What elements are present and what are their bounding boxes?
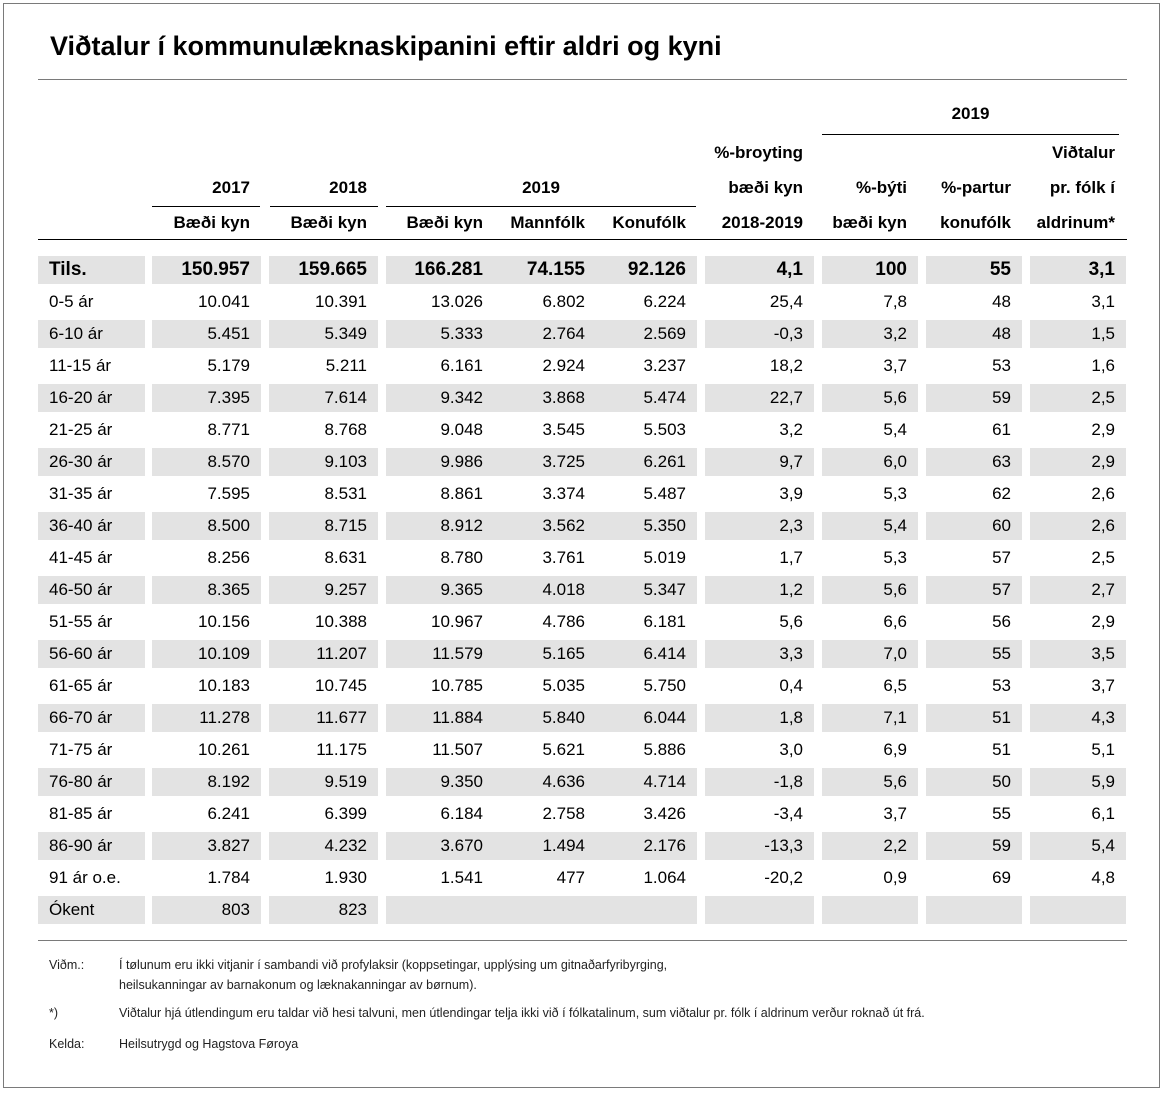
value-2019-both-cell: 9.986 bbox=[386, 448, 494, 476]
value-2018-cell: 10.745 bbox=[315, 676, 367, 695]
value-2019-both-cell: 6.184 bbox=[440, 804, 483, 823]
age-group-cell: 86-90 ár bbox=[38, 832, 145, 860]
value-2019-men-cell: 5.840 bbox=[494, 704, 596, 732]
value-2017-cell: 8.365 bbox=[152, 576, 261, 604]
distribution-cell: 6,9 bbox=[883, 740, 907, 759]
value-2018-cell: 9.103 bbox=[269, 448, 378, 476]
header-2018-both: Bæði kyn bbox=[290, 213, 367, 232]
value-2019-women-cell: 6.044 bbox=[596, 704, 697, 732]
value-2019-men-cell: 5.035 bbox=[542, 676, 585, 695]
value-2019-men-cell: 1.494 bbox=[494, 832, 596, 860]
women-share-cell: 59 bbox=[926, 384, 1022, 412]
age-group-cell: 6-10 ár bbox=[38, 320, 145, 348]
header-2017-underline bbox=[152, 206, 260, 207]
change-cell: 1,8 bbox=[705, 704, 814, 732]
visits-per-person-cell bbox=[1030, 896, 1126, 924]
distribution-cell bbox=[822, 896, 918, 924]
value-2018-cell: 11.677 bbox=[269, 704, 378, 732]
visits-per-person-cell: 5,9 bbox=[1030, 768, 1126, 796]
value-2019-men-cell: 2.764 bbox=[494, 320, 596, 348]
value-2019-women-cell: 3.426 bbox=[643, 804, 686, 823]
visits-per-person-cell: 6,1 bbox=[1091, 804, 1115, 823]
age-group-cell: 56-60 ár bbox=[38, 640, 145, 668]
visits-per-person-cell: 1,5 bbox=[1030, 320, 1126, 348]
visits-per-person-cell: 4,3 bbox=[1030, 704, 1126, 732]
visits-per-person-cell: 4,8 bbox=[1091, 868, 1115, 887]
visits-per-person-cell: 1,6 bbox=[1091, 356, 1115, 375]
table-row bbox=[0, 832, 1167, 860]
value-2018-cell: 159.665 bbox=[269, 256, 378, 284]
header-2019-both: Bæði kyn bbox=[406, 213, 483, 232]
value-2019-men-cell: 477 bbox=[556, 868, 585, 887]
table-row bbox=[0, 768, 1167, 796]
distribution-cell: 5,3 bbox=[883, 548, 907, 567]
visits-per-person-cell: 5,4 bbox=[1030, 832, 1126, 860]
visits-per-person-cell: 3,1 bbox=[1091, 292, 1115, 311]
women-share-cell: 59 bbox=[926, 832, 1022, 860]
value-2019-women-cell: 92.126 bbox=[596, 256, 697, 284]
value-2018-cell: 8.768 bbox=[324, 420, 367, 439]
value-2019-women-cell bbox=[596, 896, 697, 924]
age-group-cell: 21-25 ár bbox=[49, 420, 113, 439]
change-cell: 3,3 bbox=[705, 640, 814, 668]
value-2018-cell: 8.715 bbox=[269, 512, 378, 540]
value-2019-women-cell: 5.019 bbox=[643, 548, 686, 567]
distribution-cell: 6,5 bbox=[883, 676, 907, 695]
age-group-cell: 41-45 ár bbox=[49, 548, 113, 567]
visits-per-person-cell: 2,5 bbox=[1091, 548, 1115, 567]
visits-per-person-cell: 2,9 bbox=[1030, 448, 1126, 476]
table-row bbox=[0, 320, 1167, 348]
women-share-cell: 60 bbox=[926, 512, 1022, 540]
age-group-cell: 11-15 ár bbox=[49, 356, 112, 375]
header-perperson-line3: aldrinum* bbox=[1036, 213, 1115, 232]
change-cell: 2,3 bbox=[705, 512, 814, 540]
age-group-cell: 46-50 ár bbox=[38, 576, 145, 604]
distribution-cell: 5,6 bbox=[822, 768, 918, 796]
header-2018: 2018 bbox=[329, 178, 367, 197]
value-2017-cell: 10.156 bbox=[198, 612, 250, 631]
change-cell: 3,9 bbox=[779, 484, 803, 503]
visits-per-person-cell: 5,1 bbox=[1091, 740, 1115, 759]
value-2018-cell: 7.614 bbox=[269, 384, 378, 412]
value-2017-cell: 1.784 bbox=[207, 868, 250, 887]
value-2017-cell: 8.771 bbox=[207, 420, 250, 439]
value-2019-both-cell: 1.541 bbox=[440, 868, 483, 887]
table-row bbox=[0, 640, 1167, 668]
value-2019-both-cell: 13.026 bbox=[431, 292, 483, 311]
header-2018-underline bbox=[270, 206, 378, 207]
header-2019-underline bbox=[386, 206, 696, 207]
value-2019-both-cell bbox=[386, 896, 494, 924]
age-group-cell: 66-70 ár bbox=[38, 704, 145, 732]
value-2019-both-cell: 6.161 bbox=[440, 356, 483, 375]
value-2019-both-cell: 9.350 bbox=[386, 768, 494, 796]
value-2019-women-cell: 3.237 bbox=[643, 356, 686, 375]
header-share-line2: konufólk bbox=[940, 213, 1011, 232]
change-cell: 3,2 bbox=[779, 420, 803, 439]
value-2018-cell: 10.391 bbox=[315, 292, 367, 311]
value-2019-women-cell: 2.569 bbox=[596, 320, 697, 348]
value-2019-women-cell: 5.487 bbox=[643, 484, 686, 503]
page-title: Viðtalur í kommunulæknaskipanini eftir aldri og kyni bbox=[50, 31, 722, 61]
header-bottom-rule bbox=[38, 239, 1127, 240]
table-row bbox=[0, 416, 1167, 444]
value-2017-cell: 803 bbox=[152, 896, 261, 924]
value-2019-men-cell: 3.545 bbox=[542, 420, 585, 439]
header-change-line3: 2018-2019 bbox=[721, 213, 803, 232]
women-share-cell: 57 bbox=[992, 548, 1011, 567]
change-cell: 1,7 bbox=[779, 548, 803, 567]
women-share-cell: 62 bbox=[992, 484, 1011, 503]
change-cell: 4,1 bbox=[705, 256, 814, 284]
header-dist-line1: %-býti bbox=[856, 178, 907, 197]
value-2017-cell: 10.041 bbox=[198, 292, 250, 311]
age-group-cell: 0-5 ár bbox=[49, 292, 94, 311]
value-2019-women-cell: 6.224 bbox=[643, 292, 686, 311]
header-2019-women: Konufólk bbox=[612, 213, 686, 232]
visits-per-person-cell: 3,1 bbox=[1030, 256, 1126, 284]
total-row bbox=[0, 256, 1167, 284]
value-2017-cell: 8.256 bbox=[207, 548, 250, 567]
women-share-cell: 55 bbox=[926, 640, 1022, 668]
value-2018-cell: 6.399 bbox=[324, 804, 367, 823]
value-2019-women-cell: 6.414 bbox=[596, 640, 697, 668]
header-perperson-line2: pr. fólk í bbox=[1049, 178, 1115, 197]
table-row bbox=[0, 448, 1167, 476]
women-share-cell: 69 bbox=[992, 868, 1011, 887]
value-2019-women-cell: 5.347 bbox=[596, 576, 697, 604]
distribution-cell: 0,9 bbox=[883, 868, 907, 887]
distribution-cell: 3,2 bbox=[822, 320, 918, 348]
visits-per-person-cell: 2,9 bbox=[1091, 420, 1115, 439]
age-group-cell: Tils. bbox=[38, 256, 145, 284]
table-row bbox=[0, 864, 1167, 892]
change-cell: 5,6 bbox=[779, 612, 803, 631]
value-2017-cell: 8.192 bbox=[152, 768, 261, 796]
value-2019-men-cell: 6.802 bbox=[542, 292, 585, 311]
value-2018-cell: 5.211 bbox=[325, 356, 367, 375]
note-star-label: *) bbox=[49, 1006, 59, 1020]
change-cell: 25,4 bbox=[769, 292, 803, 311]
value-2019-both-cell: 8.861 bbox=[440, 484, 483, 503]
value-2017-cell: 10.109 bbox=[152, 640, 261, 668]
distribution-cell: 3,7 bbox=[883, 356, 907, 375]
header-2017: 2017 bbox=[212, 178, 250, 197]
distribution-cell: 6,6 bbox=[883, 612, 907, 631]
value-2019-men-cell: 4.636 bbox=[494, 768, 596, 796]
women-share-cell: 50 bbox=[926, 768, 1022, 796]
header-2019-right-underline bbox=[822, 134, 1119, 135]
women-share-cell: 55 bbox=[992, 804, 1011, 823]
age-group-cell: 31-35 ár bbox=[49, 484, 113, 503]
change-cell: -0,3 bbox=[705, 320, 814, 348]
value-2019-both-cell: 11.884 bbox=[386, 704, 494, 732]
change-cell: -20,2 bbox=[764, 868, 803, 887]
women-share-cell: 48 bbox=[992, 292, 1011, 311]
value-2019-men-cell: 74.155 bbox=[494, 256, 596, 284]
value-2017-cell: 8.500 bbox=[152, 512, 261, 540]
value-2018-cell: 9.257 bbox=[269, 576, 378, 604]
value-2017-cell: 10.261 bbox=[198, 740, 250, 759]
note-vidm-line2: heilsukanningar av barnakonum og læknakanningar av børnum). bbox=[119, 978, 477, 992]
distribution-cell: 5,6 bbox=[822, 384, 918, 412]
value-2018-cell: 9.519 bbox=[269, 768, 378, 796]
table-row bbox=[0, 704, 1167, 732]
value-2017-cell: 10.183 bbox=[198, 676, 250, 695]
value-2018-cell: 4.232 bbox=[269, 832, 378, 860]
value-2019-both-cell: 3.670 bbox=[386, 832, 494, 860]
value-2019-both-cell: 8.912 bbox=[386, 512, 494, 540]
distribution-cell: 6,0 bbox=[822, 448, 918, 476]
value-2019-men-cell: 3.562 bbox=[494, 512, 596, 540]
value-2017-cell: 3.827 bbox=[152, 832, 261, 860]
age-group-cell: 36-40 ár bbox=[38, 512, 145, 540]
table-row bbox=[0, 544, 1167, 572]
value-2018-cell: 11.207 bbox=[269, 640, 378, 668]
age-group-cell: 71-75 ár bbox=[49, 740, 113, 759]
change-cell: -13,3 bbox=[705, 832, 814, 860]
distribution-cell: 7,0 bbox=[822, 640, 918, 668]
value-2017-cell: 7.595 bbox=[207, 484, 250, 503]
visits-per-person-cell: 2,5 bbox=[1030, 384, 1126, 412]
value-2018-cell: 11.175 bbox=[316, 740, 367, 759]
value-2019-men-cell: 5.621 bbox=[542, 740, 585, 759]
note-vidm-label: Viðm.: bbox=[49, 958, 85, 972]
table-bottom-rule bbox=[38, 940, 1127, 941]
value-2019-men-cell: 3.761 bbox=[542, 548, 585, 567]
women-share-cell: 55 bbox=[926, 256, 1022, 284]
age-group-cell: 26-30 ár bbox=[38, 448, 145, 476]
women-share-cell: 53 bbox=[992, 356, 1011, 375]
value-2019-both-cell: 10.967 bbox=[431, 612, 483, 631]
change-cell: 18,2 bbox=[769, 356, 803, 375]
value-2019-both-cell: 10.785 bbox=[431, 676, 483, 695]
header-change-line1: %-broyting bbox=[714, 143, 803, 162]
value-2019-both-cell: 9.342 bbox=[386, 384, 494, 412]
visits-per-person-cell: 3,7 bbox=[1091, 676, 1115, 695]
value-2019-men-cell: 3.868 bbox=[494, 384, 596, 412]
change-cell: -1,8 bbox=[705, 768, 814, 796]
value-2018-cell: 8.531 bbox=[324, 484, 367, 503]
title-divider bbox=[38, 79, 1127, 80]
value-2017-cell: 7.395 bbox=[152, 384, 261, 412]
age-group-cell: 81-85 ár bbox=[49, 804, 113, 823]
change-cell: 9,7 bbox=[705, 448, 814, 476]
distribution-cell: 7,1 bbox=[822, 704, 918, 732]
visits-per-person-cell: 2,6 bbox=[1091, 484, 1115, 503]
age-group-cell: Ókent bbox=[38, 896, 145, 924]
age-group-cell: 91 ár o.e. bbox=[49, 868, 121, 887]
value-2018-cell: 823 bbox=[269, 896, 378, 924]
women-share-cell: 51 bbox=[926, 704, 1022, 732]
visits-per-person-cell: 3,5 bbox=[1030, 640, 1126, 668]
table-row bbox=[0, 672, 1167, 700]
visits-per-person-cell: 2,7 bbox=[1030, 576, 1126, 604]
change-cell: 0,4 bbox=[779, 676, 803, 695]
value-2017-cell: 8.570 bbox=[152, 448, 261, 476]
age-group-cell: 51-55 ár bbox=[49, 612, 113, 631]
women-share-cell: 51 bbox=[992, 740, 1011, 759]
table-row bbox=[0, 288, 1167, 316]
value-2017-cell: 5.451 bbox=[152, 320, 261, 348]
value-2019-men-cell: 5.165 bbox=[494, 640, 596, 668]
value-2019-women-cell: 6.181 bbox=[643, 612, 686, 631]
table-row bbox=[0, 800, 1167, 828]
header-2019-right-group: 2019 bbox=[951, 104, 990, 123]
value-2019-women-cell: 5.750 bbox=[643, 676, 686, 695]
distribution-cell: 2,2 bbox=[822, 832, 918, 860]
value-2017-cell: 5.179 bbox=[207, 356, 250, 375]
value-2019-men-cell: 2.924 bbox=[542, 356, 585, 375]
value-2017-cell: 11.278 bbox=[152, 704, 261, 732]
women-share-cell: 53 bbox=[992, 676, 1011, 695]
value-2019-both-cell: 9.365 bbox=[386, 576, 494, 604]
value-2019-men-cell: 3.725 bbox=[494, 448, 596, 476]
header-perperson-line1: Viðtalur bbox=[1052, 143, 1115, 162]
table-row bbox=[0, 352, 1167, 380]
value-2019-women-cell: 1.064 bbox=[643, 868, 686, 887]
women-share-cell bbox=[926, 896, 1022, 924]
header-2017-both: Bæði kyn bbox=[173, 213, 250, 232]
header-share-line1: %-partur bbox=[941, 178, 1011, 197]
value-2019-women-cell: 4.714 bbox=[596, 768, 697, 796]
table-row bbox=[0, 384, 1167, 412]
table-row bbox=[0, 576, 1167, 604]
table-row bbox=[0, 608, 1167, 636]
header-2019-group: 2019 bbox=[522, 178, 560, 197]
visits-per-person-cell: 2,9 bbox=[1091, 612, 1115, 631]
table-row bbox=[0, 736, 1167, 764]
distribution-cell: 7,8 bbox=[883, 292, 907, 311]
table-row bbox=[0, 480, 1167, 508]
header-change-line2: bæði kyn bbox=[728, 178, 803, 197]
women-share-cell: 48 bbox=[926, 320, 1022, 348]
note-source-label: Kelda: bbox=[49, 1037, 85, 1051]
value-2019-women-cell: 5.350 bbox=[596, 512, 697, 540]
value-2019-both-cell: 11.507 bbox=[432, 740, 483, 759]
value-2019-both-cell: 8.780 bbox=[440, 548, 483, 567]
change-cell: 1,2 bbox=[705, 576, 814, 604]
value-2019-men-cell: 3.374 bbox=[542, 484, 585, 503]
value-2018-cell: 10.388 bbox=[315, 612, 367, 631]
women-share-cell: 56 bbox=[992, 612, 1011, 631]
note-source-text: Heilsutrygd og Hagstova Føroya bbox=[119, 1037, 299, 1051]
distribution-cell: 5,3 bbox=[883, 484, 907, 503]
distribution-cell: 5,4 bbox=[822, 512, 918, 540]
table-row bbox=[0, 512, 1167, 540]
value-2019-women-cell: 5.886 bbox=[643, 740, 686, 759]
value-2019-both-cell: 166.281 bbox=[386, 256, 494, 284]
women-share-cell: 61 bbox=[992, 420, 1011, 439]
value-2018-cell: 8.631 bbox=[324, 548, 367, 567]
distribution-cell: 100 bbox=[822, 256, 918, 284]
value-2017-cell: 6.241 bbox=[207, 804, 250, 823]
age-group-cell: 16-20 ár bbox=[38, 384, 145, 412]
value-2019-women-cell: 5.474 bbox=[596, 384, 697, 412]
table-row bbox=[0, 896, 1167, 924]
value-2018-cell: 5.349 bbox=[269, 320, 378, 348]
change-cell: 22,7 bbox=[705, 384, 814, 412]
women-share-cell: 57 bbox=[926, 576, 1022, 604]
value-2018-cell: 1.930 bbox=[324, 868, 367, 887]
note-vidm-line1: Í tølunum eru ikki vitjanir í sambandi við profylaksir (koppsetingar, upplýsing um gitnaðarfyribyrging, bbox=[119, 958, 668, 972]
value-2019-women-cell: 5.503 bbox=[643, 420, 686, 439]
value-2019-women-cell: 6.261 bbox=[596, 448, 697, 476]
distribution-cell: 5,6 bbox=[822, 576, 918, 604]
change-cell bbox=[705, 896, 814, 924]
value-2019-men-cell: 2.758 bbox=[542, 804, 585, 823]
value-2019-men-cell: 4.786 bbox=[542, 612, 585, 631]
header-dist-line2: bæði kyn bbox=[832, 213, 907, 232]
women-share-cell: 63 bbox=[926, 448, 1022, 476]
value-2019-men-cell bbox=[494, 896, 596, 924]
age-group-cell: 76-80 ár bbox=[38, 768, 145, 796]
distribution-cell: 3,7 bbox=[883, 804, 907, 823]
value-2019-both-cell: 5.333 bbox=[386, 320, 494, 348]
change-cell: 3,0 bbox=[779, 740, 803, 759]
note-star-text: Viðtalur hjá útlendingum eru taldar við hesi talvuni, men útlendingar telja ikki við í fólkatalinum, sum viðtalur pr. fólk í aldrinum verður roknað út frá. bbox=[119, 1006, 925, 1020]
age-group-cell: 61-65 ár bbox=[49, 676, 113, 695]
header-2019-men: Mannfólk bbox=[510, 213, 585, 232]
value-2019-men-cell: 4.018 bbox=[494, 576, 596, 604]
distribution-cell: 5,4 bbox=[883, 420, 907, 439]
change-cell: -3,4 bbox=[773, 804, 803, 823]
value-2019-women-cell: 2.176 bbox=[596, 832, 697, 860]
value-2017-cell: 150.957 bbox=[152, 256, 261, 284]
visits-per-person-cell: 2,6 bbox=[1030, 512, 1126, 540]
value-2019-both-cell: 9.048 bbox=[440, 420, 483, 439]
value-2019-both-cell: 11.579 bbox=[386, 640, 494, 668]
